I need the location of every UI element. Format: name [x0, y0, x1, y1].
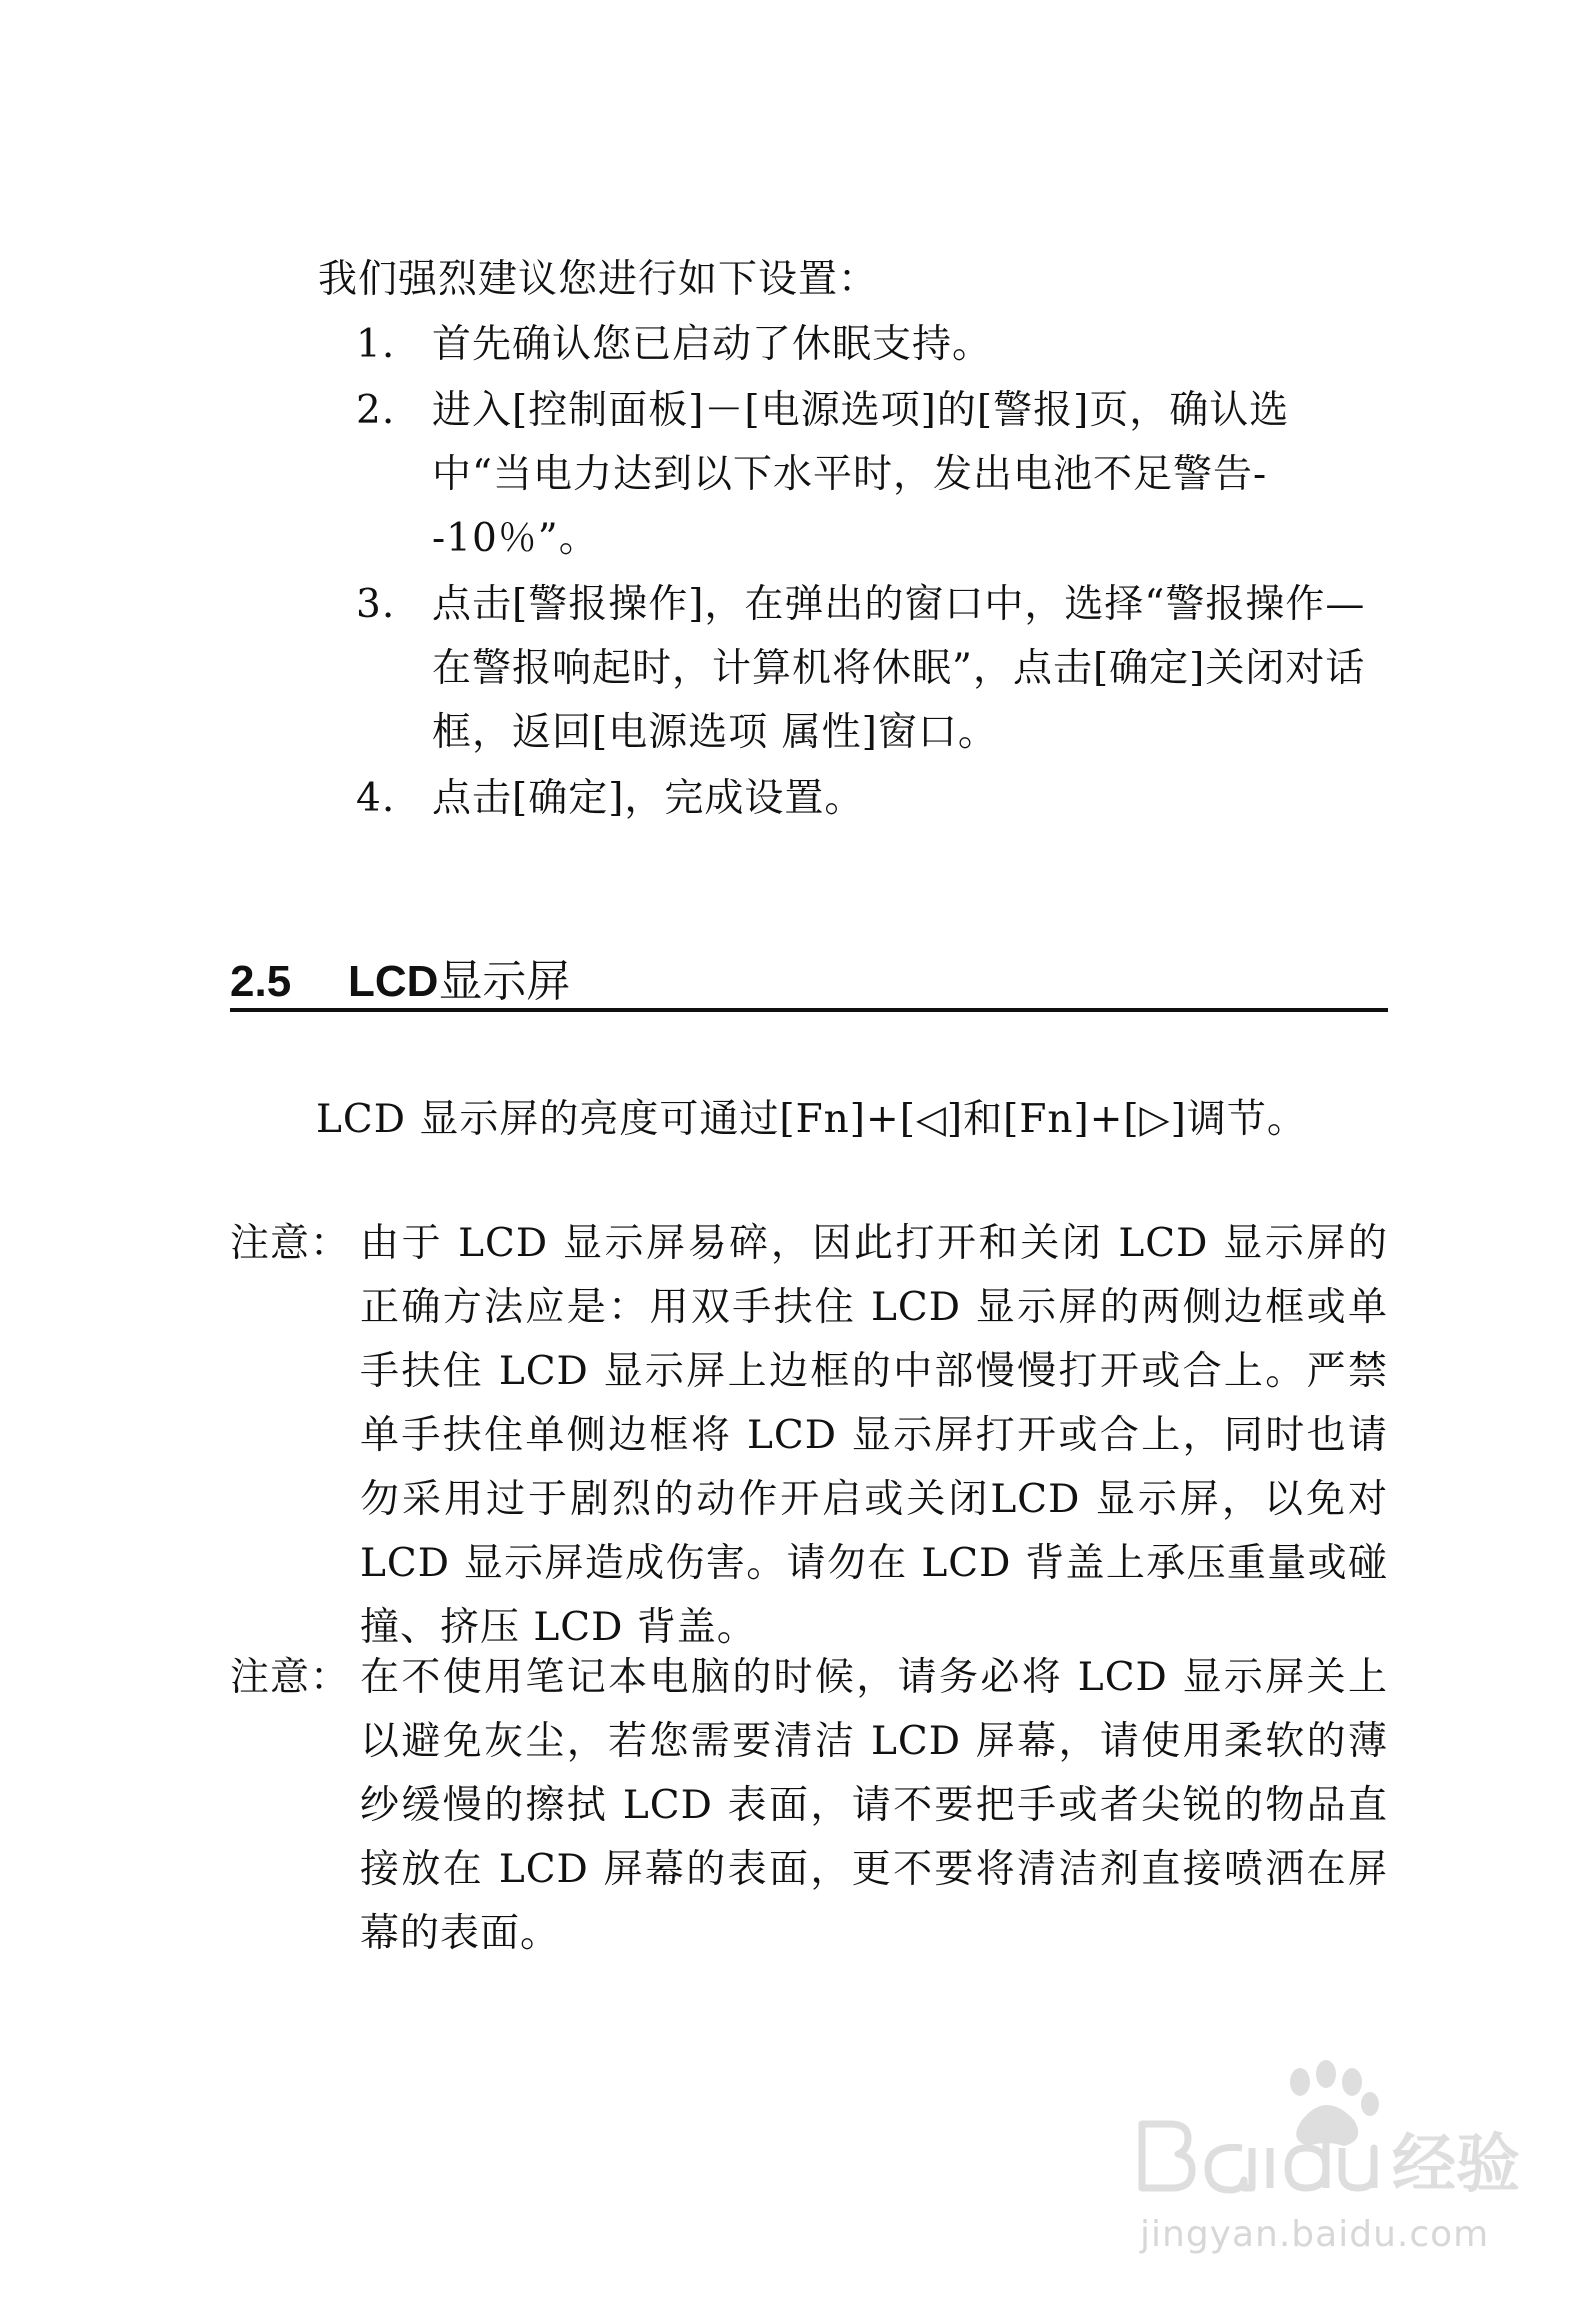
note-block — [230, 1646, 1388, 1966]
baidu-logo-text: 经验 — [1392, 2128, 1520, 2200]
step-number: 2. — [356, 388, 396, 433]
step-text: 点击[警报操作]，在弹出的窗口中，选择“警报操作—在警报响起时，计算机将休眠”，点击[确定]关闭对话框，返回[电源选项 属性]窗口。 — [432, 582, 1366, 755]
note-text: 由于 LCD 显示屏易碎，因此打开和关闭 LCD 显示屏的正确方法应是：用双手扶住 LCD 显示屏的两侧边框或单手扶住 LCD 显示屏上边框的中部慢慢打开或合上。严禁单手扶住单侧边框将 LCD 显示屏打开或合上，同时也请勿采用过于剧烈的动作开启或关闭LCD 显示屏，以免对LCD 显示屏造成伤害。请勿在 LCD 背盖上承压重量或碰撞、挤压 LCD 背盖。 — [360, 1221, 1388, 1650]
note-text: 在不使用笔记本电脑的时候，请务必将 LCD 显示屏关上以避免灰尘，若您需要清洁 LCD 屏幕，请使用柔软的薄纱缓慢的擦拭 LCD 表面，请不要把手或者尖锐的物品直接放在 LCD 屏幕的表面，更不要将清洁剂直接喷洒在屏幕的表面。 — [360, 1655, 1388, 1956]
baidu-paw-icon — [1130, 2060, 1550, 2200]
note-block — [230, 1212, 1388, 1660]
watermark-url: jingyan.baidu.com — [1140, 2214, 1490, 2255]
settings-steps-list — [356, 313, 1388, 833]
section-title-rest: 显示屏 — [438, 957, 571, 1006]
list-item — [356, 313, 1388, 377]
note-label: 注意： — [230, 1221, 351, 1266]
step-number: 3. — [356, 582, 396, 627]
intro-text: 我们强烈建议您进行如下设置： — [318, 257, 879, 302]
section-title — [348, 956, 570, 1008]
section-heading — [230, 948, 1388, 1012]
brightness-text: LCD 显示屏的亮度可通过[Fn]+[◁]和[Fn]+[▷]调节。 — [316, 1097, 1307, 1142]
step-number: 1. — [356, 322, 396, 367]
section-number: 2.5 — [230, 957, 292, 1006]
list-item — [356, 767, 1388, 831]
baidu-watermark — [1130, 2060, 1550, 2260]
step-text: 点击[确定]，完成设置。 — [432, 776, 865, 821]
list-item — [356, 379, 1388, 571]
section-title-bold: LCD — [348, 957, 439, 1006]
step-text: 进入[控制面板]－[电源选项]的[警报]页，确认选中“当电力达到以下水平时，发出电池不足警告--10％”。 — [432, 388, 1290, 561]
step-text: 首先确认您已启动了休眠支持。 — [432, 322, 993, 367]
list-item — [356, 573, 1388, 765]
step-number: 4. — [356, 776, 396, 821]
note-label: 注意： — [230, 1655, 351, 1700]
